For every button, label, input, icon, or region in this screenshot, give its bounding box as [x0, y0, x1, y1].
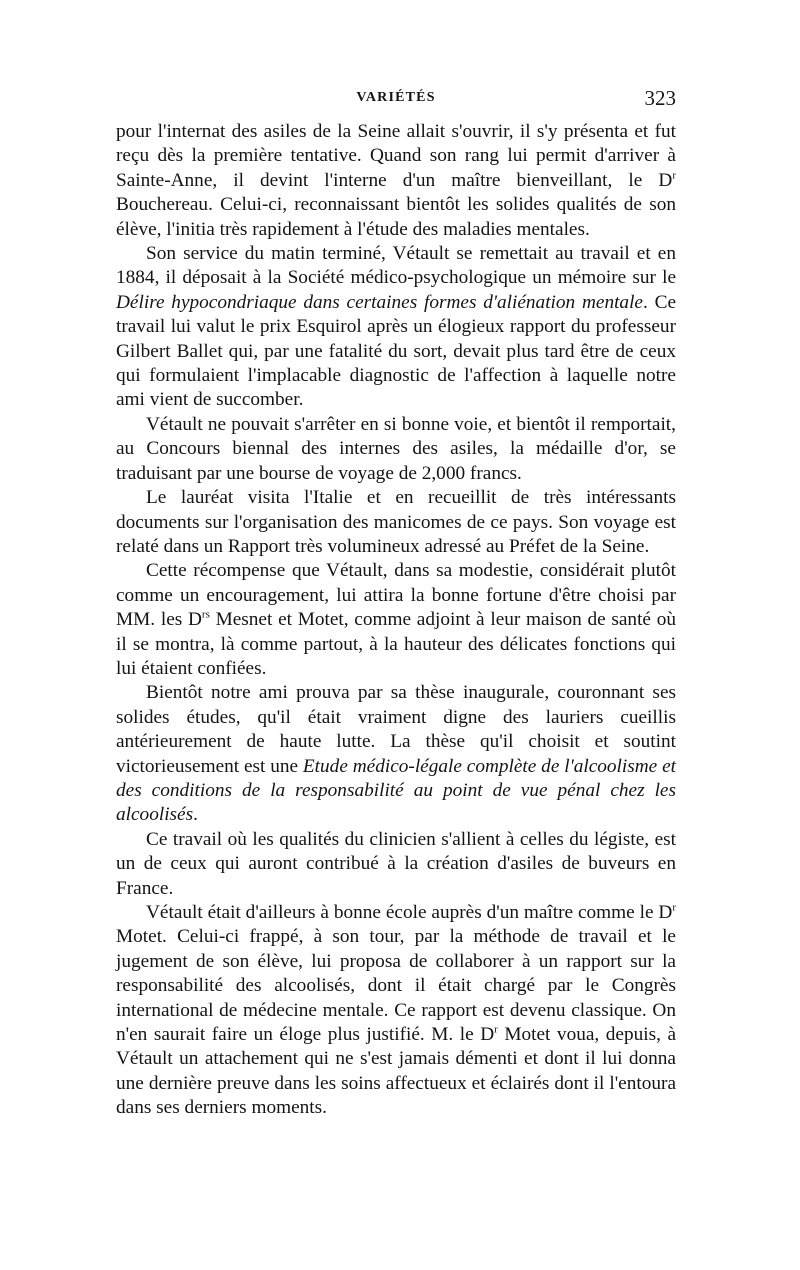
text-run: Son service du matin terminé, Vétault se remettait au travail et en 1884, il déposait à la Société médico-psychologique un mémoire sur le — [116, 243, 676, 289]
text-run: Motet voua, depuis, à Vétault un attachement qui ne s'est jamais démenti et dont il lui donna une dernière preuve dans les soins affectueux et éclairés dont il l'entoura dans ses derniers moments. — [116, 1024, 677, 1119]
superscript: r — [672, 901, 676, 914]
text-run: Vétault était d'ailleurs à bonne école auprès d'un maître comme le D — [146, 902, 673, 923]
text-run: . — [193, 804, 198, 826]
paragraph — [116, 559, 676, 681]
superscript: rs — [201, 608, 210, 621]
text-run: Cette récompense que Vétault, dans sa modestie, considérait plutôt comme un encouragement, lui attira la bonne fortune d'être choisi par MM. les D — [116, 560, 676, 631]
superscript: r — [494, 1023, 498, 1036]
text-run: Bientôt notre ami prouva par sa thèse inaugurale, couronnant ses solides études, qu'il était vraiment digne des lauriers cueillis antérieurement de haute lutte. La thèse qu'il choisit et soutint victorieusement est une — [116, 682, 676, 777]
text-run: Mesnet et Motet, comme adjoint à leur maison de santé où il se montra, là comme partout, à la hauteur des délicates fonctions qui lui étaient confiées. — [116, 609, 676, 679]
running-head — [116, 86, 676, 116]
paragraph — [116, 901, 676, 1121]
paragraph — [116, 242, 676, 413]
paragraph — [116, 120, 676, 242]
paragraph — [116, 828, 676, 901]
text-run: Bouchereau. Celui-ci, reconnaissant bientôt les solides qualités de son élève, l'initia très rapidement à l'étude des maladies mentales. — [116, 194, 676, 240]
page-number: 323 — [644, 86, 676, 110]
paragraph — [116, 413, 676, 486]
superscript: r — [672, 169, 676, 182]
text-run: Le lauréat visita l'Italie et en recueillit de très intéressants documents sur l'organisation des manicomes de ce pays. Son voyage est relaté dans un Rapport très volumineux adressé au Préfet de la Seine. — [116, 487, 676, 557]
italic-title: Etude médico-légale complète de l'alcoolisme et des conditions de la responsabilité au point de vue pénal chez les alcoolisés — [116, 755, 676, 826]
paragraph — [116, 681, 676, 827]
italic-title: Délire hypocondriaque dans certaines formes d'aliénation mentale — [116, 291, 643, 313]
book-page — [116, 86, 676, 1121]
text-run: Ce travail où les qualités du clinicien s'allient à celles du légiste, est un de ceux qui auront contribué à la création d'asiles de buveurs en France. — [116, 828, 676, 899]
text-run: Vétault ne pouvait s'arrêter en si bonne voie, et bientôt il remportait, au Concours biennal des internes des asiles, la médaille d'or, se traduisant par une bourse de voyage de 2,000 francs. — [116, 413, 676, 484]
text-run: . Ce travail lui valut le prix Esquirol après un élogieux rapport du professeur Gilbert Ballet qui, par une fatalité du sort, devait plus tard être de ceux qui formulaient l'implacable diagnostic de l'affection à laquelle notre ami vient de succomber. — [116, 291, 677, 411]
body-text — [116, 120, 676, 1121]
text-run: pour l'internat des asiles de la Seine allait s'ouvrir, il s'y présenta et fut reçu dès la première tentative. Quand son rang lui permit d'arriver à Sainte-Anne, il devint l'interne d'un maître bienveillant, le D — [116, 121, 676, 191]
text-run: Motet. Celui-ci frappé, à son tour, par la méthode de travail et le jugement de son élève, lui proposa de collaborer à un rapport sur la responsabilité des alcoolisés, dont il était chargé par le Congrès international de médecine mentale. Ce rapport est devenu classique. On n'en saurait faire un éloge plus justifié. M. le D — [116, 926, 676, 1046]
paragraph — [116, 486, 676, 559]
running-title: VARIÉTÉS — [356, 90, 436, 105]
